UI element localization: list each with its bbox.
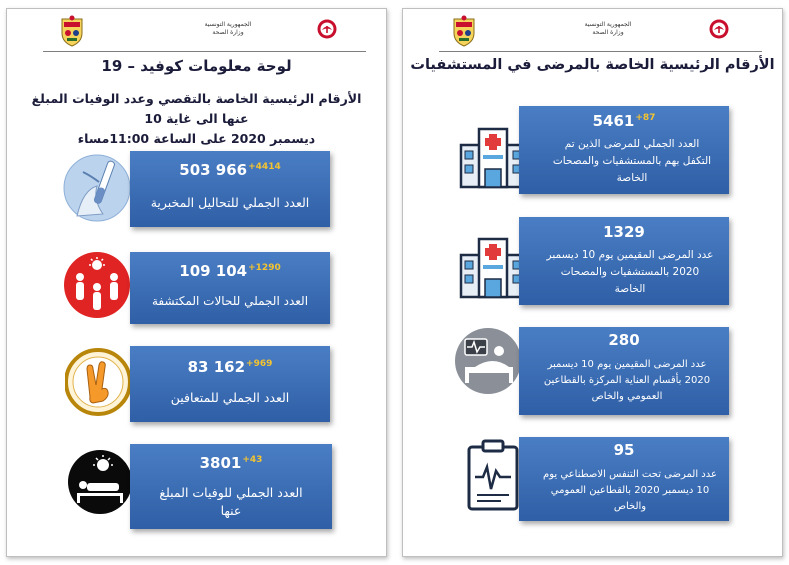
- stat-value: 1329: [603, 223, 645, 241]
- victory-hand-icon: [65, 347, 131, 417]
- page-title: الأرقام الرئيسية الخاصة بالمرضى في المستشفيات: [410, 57, 775, 73]
- ministry-logo-icon: [709, 19, 729, 39]
- stat-card-deaths: [130, 444, 332, 529]
- subtitle-line-1: الأرقام الرئيسية الخاصة بالتقصي وعدد الوفيات المبلغ عنها الى غاية 10: [31, 91, 362, 126]
- stat-label: عدد المرضى تحت التنفس الاصطناعي يوم 10 ديسمبر 2020 بالقطاعين العمومي والخاص: [543, 469, 717, 512]
- ministry-line: وزارة الصحة: [212, 29, 244, 36]
- tunisia-emblem-icon: [59, 15, 85, 47]
- stat-card-icu: [519, 327, 729, 415]
- ventilator-chart-icon: [465, 437, 521, 513]
- stat-delta: +969: [246, 359, 273, 369]
- stat-card-recovered: [130, 346, 330, 422]
- icu-bed-icon: [453, 327, 523, 395]
- subtitle-line-2: ديسمبر 2020 على الساعة 11:00مساء: [77, 131, 316, 146]
- stat-card-detected-cases: [130, 252, 330, 324]
- header-divider: [43, 51, 366, 52]
- stat-card-ventilated: [519, 437, 729, 521]
- ministry-header: [563, 21, 653, 37]
- stat-value: $3801^{+43}$: [199, 454, 263, 472]
- stat-label: العدد الجملي للمرضى الذين تم التكفل بهم بالمستشفيات والمصحات الخاصة: [552, 138, 712, 184]
- page-title: لوحة معلومات كوفيد – 19: [101, 57, 292, 75]
- covid-dashboard-panel: [6, 8, 387, 557]
- tunisia-emblem-icon: [451, 15, 477, 47]
- republic-line: الجمهورية التونسية: [584, 21, 632, 28]
- stat-label: عدد المرضى المقيمين يوم 10 ديسمبر 2020 بالمستشفيات والمصحات الخاصة: [546, 249, 714, 295]
- header-divider: [439, 51, 762, 52]
- stat-label: العدد الجملي للتحاليل المخبرية: [150, 195, 310, 210]
- stat-delta: +87: [635, 113, 656, 123]
- stat-label: عدد المرضى المقيمين يوم 10 ديسمبر 2020 بأقسام العناية المركزة بالقطاعين العمومي والخاص: [543, 359, 711, 402]
- stat-delta: +43: [242, 455, 263, 465]
- stat-label: العدد الجملي للمتعافين: [170, 390, 290, 405]
- stat-value: 503 $966^{+4414}$: [179, 161, 281, 179]
- stat-delta: +1290: [248, 263, 281, 273]
- page-subtitle: [21, 89, 372, 149]
- stat-label: العدد الجملي للوفيات المبلغ عنها: [159, 485, 303, 518]
- stat-card-lab-tests: [130, 151, 330, 227]
- patient-bed-virus-icon: [67, 447, 133, 517]
- stat-value: 109 $104^{+1290}$: [179, 262, 281, 280]
- stat-label: العدد الجملي للحالات المكتشفة: [151, 294, 309, 308]
- stat-value: $5461^{+87}$: [592, 112, 656, 130]
- stat-value: 280: [608, 331, 640, 349]
- lab-test-icon: [63, 152, 131, 224]
- republic-line: الجمهورية التونسية: [204, 21, 252, 28]
- ministry-line: وزارة الصحة: [592, 29, 624, 36]
- ministry-header: [183, 21, 273, 37]
- stat-card-total-hospitalized: [519, 106, 729, 194]
- stat-value: 95: [613, 441, 635, 459]
- virus-people-icon: [63, 249, 131, 321]
- hospital-stats-panel: [402, 8, 783, 557]
- ministry-logo-icon: [317, 19, 337, 39]
- stat-value: 83 $162^{+969}$: [187, 358, 273, 376]
- stat-delta: +4414: [248, 162, 281, 172]
- stat-card-current-inpatients: [519, 217, 729, 305]
